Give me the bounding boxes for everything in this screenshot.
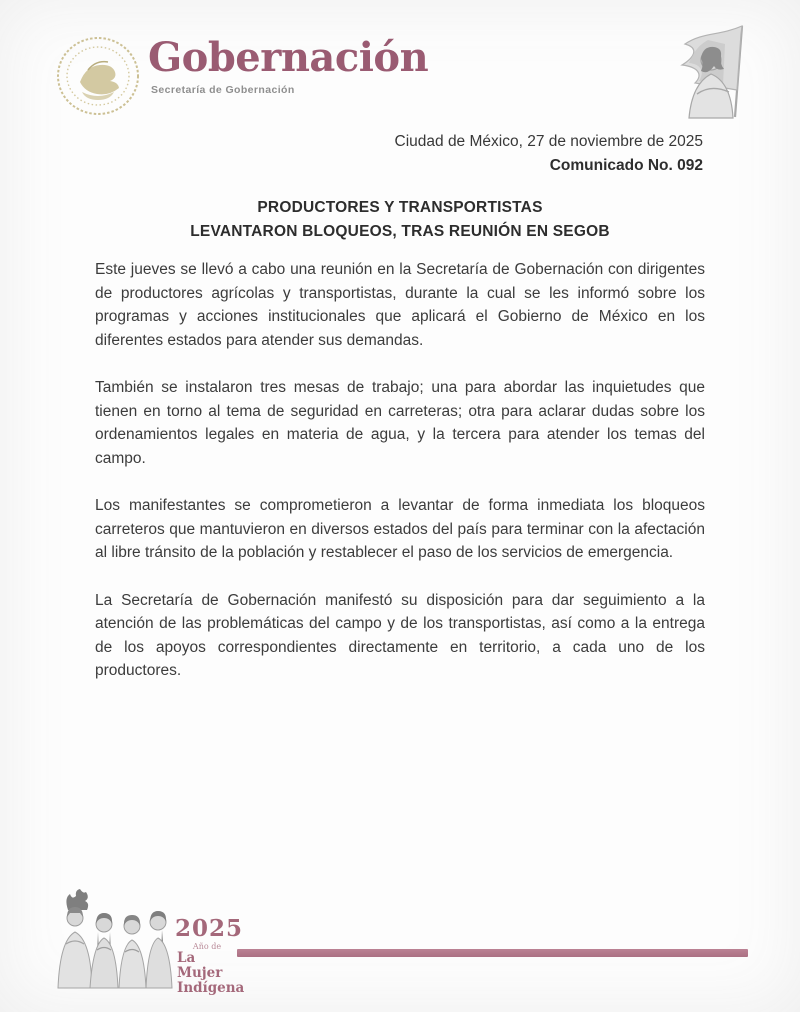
woman-with-flag-illustration	[645, 20, 785, 120]
title-line-1: PRODUCTORES Y TRANSPORTISTAS	[257, 199, 543, 216]
indigenous-women-illustration	[48, 888, 174, 994]
agency-subtitle: Secretaría de Gobernación	[151, 84, 295, 96]
document-title	[0, 196, 800, 244]
logo-text	[148, 34, 428, 96]
footer-campaign-line-2: Indígena	[177, 980, 245, 996]
paragraph-3: Los manifestantes se comprometieron a levantar de forma inmediata los bloqueos carreteros que mantuvieron en diversos estados del país para terminar con la afectación al libre tránsito de la población y restablecer el paso de los servicios de emergencia.	[95, 497, 705, 561]
footer-year-block	[175, 915, 245, 996]
dateline-text: Ciudad de México, 27 de noviembre de 2025	[394, 133, 703, 150]
footer-campaign-line-1: La Mujer	[177, 950, 223, 981]
document-body	[95, 258, 705, 707]
mexico-national-seal-icon	[52, 34, 144, 118]
footer-year-label: Año de	[192, 942, 222, 951]
dateline-block	[395, 130, 703, 178]
title-line-2: LEVANTARON BLOQUEOS, TRAS REUNIÓN EN SEGOB	[190, 223, 610, 240]
footer-rule	[237, 949, 748, 957]
paragraph-4: La Secretaría de Gobernación manifestó su disposición para dar seguimiento a la atención de las problemáticas del campo y de los transportistas, así como a la entrega de los apoyos correspondientes directamente en territorio, a cada uno de los productores.	[95, 591, 705, 679]
paragraph-1: Este jueves se llevó a cabo una reunión en la Secretaría de Gobernación con dirigentes de productores agrícolas y transportistas, durante la cual se les informó sobre los programas y acciones institucionales que aplicará el Gobierno de México en los diferentes estados para atender sus demandas.	[95, 261, 705, 349]
comunicado-number: Comunicado No. 092	[549, 157, 703, 174]
paragraph-2: También se instalaron tres mesas de trabajo; una para abordar las inquietudes que tienen en torno al tema de seguridad en carreteras; otra para aclarar dudas sobre los ordenamientos legales en materia de agua, y la tercera para atender los temas del campo.	[95, 379, 705, 467]
agency-wordmark: Gobernación	[148, 34, 429, 81]
gobernacion-logo	[52, 34, 428, 118]
footer-year: 2025	[175, 915, 244, 942]
